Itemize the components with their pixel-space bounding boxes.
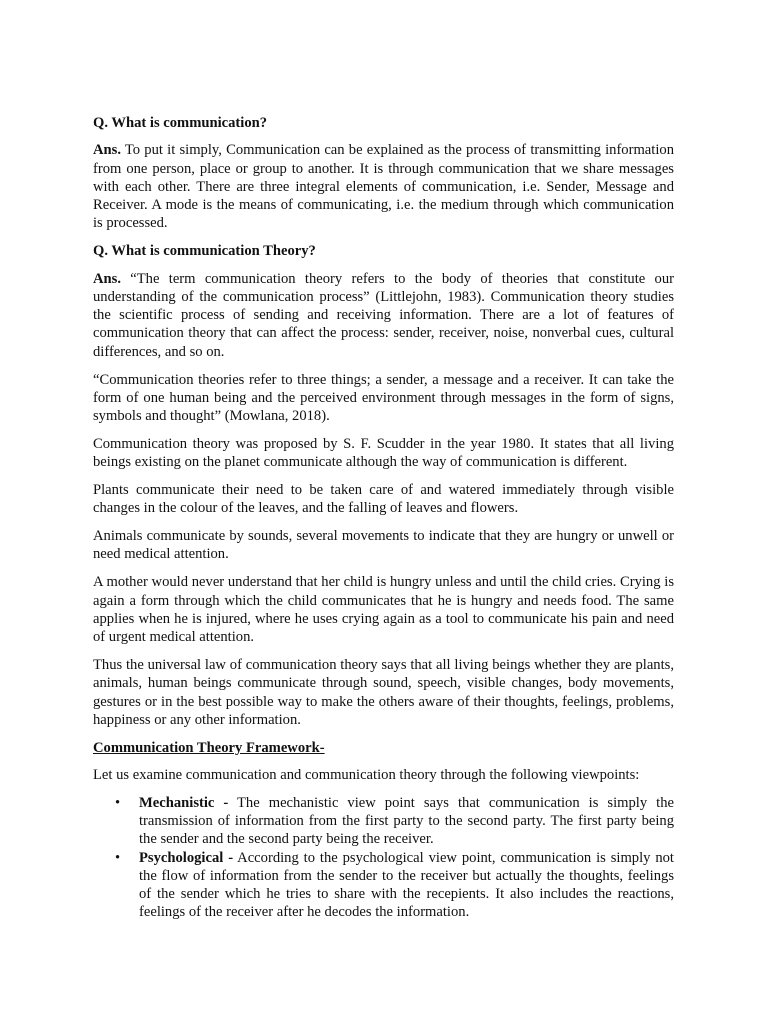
answer-what-is-communication (93, 141, 674, 232)
section-heading-framework: Communication Theory Framework- (93, 739, 325, 756)
paragraph-scudder: Communication theory was proposed by S. F. Scudder in the year 1980. It states that all living beings existing on the planet communicate although the way of communication is different. (93, 435, 674, 471)
bullet-icon: • (115, 794, 121, 811)
answer-communication-theory (93, 270, 674, 361)
answer-text: “The term communication theory refers to the body of theories that constitute our understanding of the communication process” (Littlejohn, 1983). Communication theory studies the scientific process of sending and receiving information. There are a lot of features of communication theory that can affect the process: sender, receiver, noise, nonverbal cues, cultural differences, and so on. (93, 270, 674, 360)
paragraph-plants: Plants communicate their need to be taken care of and watered immediately through visible changes in the colour of the leaves, and the falling of leaves and flowers. (93, 482, 674, 517)
paragraph-animals: Animals communicate by sounds, several movements to indicate that they are hungry or unwell or need medical attention. (93, 528, 674, 563)
viewpoint-term: Mechanistic - (139, 794, 229, 811)
list-item-mechanistic (93, 794, 674, 849)
bullet-icon: • (115, 849, 121, 866)
answer-label: Ans. (93, 270, 121, 287)
viewpoint-list (93, 794, 674, 922)
question-communication-theory: Q. What is communication Theory? (93, 243, 316, 260)
framework-intro: Let us examine communication and communication theory through the following viewpoints: (93, 766, 640, 783)
paragraph-universal-law: Thus the universal law of communication theory says that all living beings whether they are plants, animals, human beings communicate through sound, speech, visible changes, body movements, gestures or in the best possible way to make the others aware of their thoughts, feelings, problems, happiness or any other information. (93, 656, 674, 728)
viewpoint-term: Psychological - (139, 849, 234, 866)
answer-text: To put it simply, Communication can be explained as the process of transmitting information from one person, place or group to another. It is through communication that we share messages with each other. There are three integral elements of communication, i.e. Sender, Message and Receiver. A mode is the means of communicating, i.e. the medium through which communication is processed. (93, 142, 674, 232)
viewpoint-text: The mechanistic view point says that communication is simply the transmission of information from the first party to the second party. The first party being the sender and the second party being the receiver. (139, 794, 674, 848)
document-page (93, 114, 674, 922)
paragraph-mother-child: A mother would never understand that her child is hungry unless and until the child cries. Crying is again a form through which the child communicates that he is hungry and needs food. The same applies when he is injured, where he uses crying again as a tool to communicate his pain and need of urgent medical attention. (93, 574, 674, 646)
question-what-is-communication: Q. What is communication? (93, 115, 268, 131)
answer-label: Ans. (93, 142, 121, 159)
paragraph-mowlana-quote: “Communication theories refer to three things; a sender, a message and a receiver. It can take the form of one human being and the perceived environment through messages in the form of signs, symbols and thought” (Mowlana, 2018). (93, 371, 674, 425)
viewpoint-text: According to the psychological view point, communication is simply not the flow of information from the sender to the receiver but actually the thoughts, feelings of the sender which he tries to share with the recepients. It also includes the reactions, feelings of the receiver after he decodes the information. (139, 849, 674, 921)
list-item-psychological (93, 849, 674, 922)
